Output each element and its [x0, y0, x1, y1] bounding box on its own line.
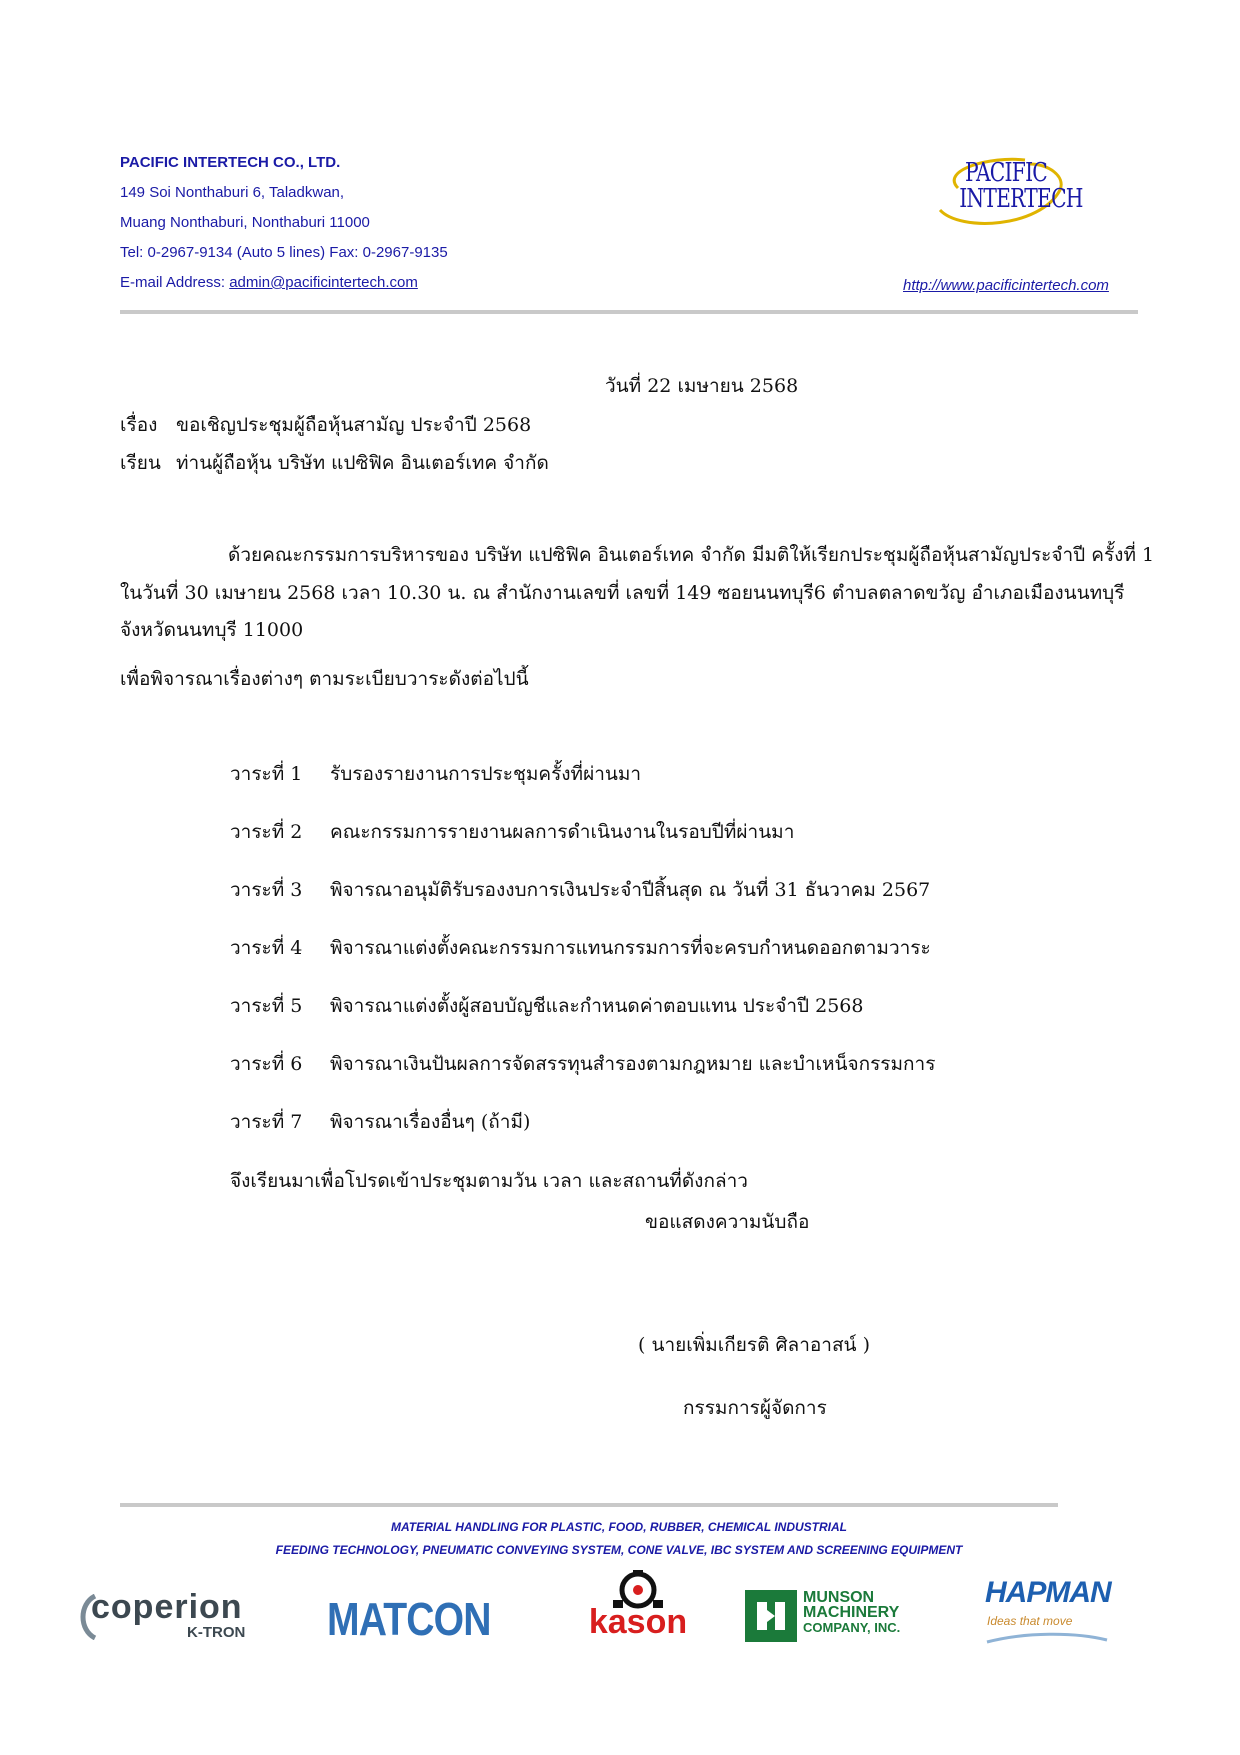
recipient-text: ท่านผู้ถือหุ้น บริษัท แปซิฟิค อินเตอร์เทค จำกัด	[176, 452, 549, 474]
subject-label: เรื่อง	[120, 414, 158, 436]
agenda-item	[230, 1052, 935, 1110]
company-address-line2: Muang Nonthaburi, Nonthaburi 11000	[120, 214, 370, 231]
website-link[interactable]: http://www.pacificintertech.com	[903, 277, 1109, 294]
subject-text: ขอเชิญประชุมผู้ถือหุ้นสามัญ ประจำปี 2568	[176, 414, 532, 436]
recipient-line	[120, 451, 549, 475]
agenda-list	[230, 762, 935, 1168]
regards: ขอแสดงความนับถือ	[645, 1211, 810, 1233]
email-link[interactable]: admin@pacificintertech.com	[229, 274, 418, 291]
agenda-number: วาระที่ 5	[230, 995, 303, 1017]
purpose-line: เพื่อพิจารณาเรื่องต่างๆ ตามระเบียบวาระดังต่อไปนี้	[120, 668, 529, 690]
agenda-text: พิจารณาแต่งตั้งคณะกรรมการแทนกรรมการที่จะครบกำหนดออกตามวาระ	[330, 937, 931, 959]
agenda-text: พิจารณาแต่งตั้งผู้สอบบัญชีและกำหนดค่าตอบแทน ประจำปี 2568	[330, 995, 864, 1017]
munson-text-3: COMPANY, INC.	[803, 1620, 901, 1635]
agenda-number: วาระที่ 3	[230, 879, 303, 901]
agenda-number: วาระที่ 6	[230, 1053, 303, 1075]
munson-text-1: MUNSON	[803, 1589, 875, 1606]
agenda-item	[230, 762, 935, 820]
agenda-number: วาระที่ 4	[230, 937, 303, 959]
subject-line	[120, 413, 531, 437]
agenda-text: พิจารณาเรื่องอื่นๆ (ถ้ามี)	[330, 1111, 531, 1133]
agenda-text: รับรองรายงานการประชุมครั้งที่ผ่านมา	[330, 763, 642, 785]
coperion-ktron-logo	[75, 1588, 275, 1644]
body-line-1: ด้วยคณะกรรมการบริหารของ บริษัท แปซิฟิค อินเตอร์เทค จำกัด มีมติให้เรียกประชุมผู้ถือหุ้นสามัญประจำปี ครั้งที่ 1	[228, 544, 1155, 566]
agenda-item	[230, 936, 935, 994]
agenda-text: พิจารณาเงินปันผลการจัดสรรทุนสำรองตามกฎหมาย และบำเหน็จกรรมการ	[330, 1053, 936, 1075]
hapman-text: HAPMAN	[985, 1576, 1111, 1609]
signatory-name: ( นายเพิ่มเกียรติ ศิลาอาสน์ )	[638, 1334, 870, 1356]
agenda-number: วาระที่ 1	[230, 763, 303, 785]
closing-line: จึงเรียนมาเพื่อโปรดเข้าประชุมตามวัน เวลา และสถานที่ดังกล่าว	[230, 1170, 748, 1192]
footer-line-1: MATERIAL HANDLING FOR PLASTIC, FOOD, RUBBER, CHEMICAL INDUSTRIAL	[391, 1520, 847, 1534]
hapman-swoosh-icon	[987, 1634, 1107, 1642]
company-email-line	[120, 268, 448, 298]
email-label: E-mail Address:	[120, 274, 230, 291]
letter-date: วันที่ 22 เมษายน 2568	[605, 375, 799, 397]
hapman-tagline: Ideas that move	[987, 1614, 1073, 1628]
munson-text-2: MACHINERY	[803, 1604, 900, 1621]
agenda-item	[230, 994, 935, 1052]
recipient-label: เรียน	[120, 452, 161, 474]
kason-logo	[573, 1570, 703, 1642]
coperion-text: coperion	[91, 1588, 243, 1626]
matcon-logo: MATCON	[327, 1593, 491, 1645]
kason-text: kason	[588, 1603, 688, 1641]
agenda-item	[230, 878, 935, 936]
agenda-text: พิจารณาอนุมัติรับรองงบการเงินประจำปีสิ้นสุด ณ วันที่ 31 ธันวาคม 2567	[330, 879, 931, 901]
ktron-text: K-TRON	[187, 1624, 246, 1641]
agenda-text: คณะกรรมการรายงานผลการดำเนินงานในรอบปีที่ผ่านมา	[330, 821, 795, 843]
company-tel-fax: Tel: 0-2967-9134 (Auto 5 lines) Fax: 0-2967-9135	[120, 244, 448, 261]
agenda-number: วาระที่ 7	[230, 1111, 303, 1133]
hapman-logo	[985, 1576, 1115, 1646]
footer-divider	[120, 1503, 1058, 1507]
company-address-line1: 149 Soi Nonthaburi 6, Taladkwan,	[120, 184, 345, 201]
footer-line-2: FEEDING TECHNOLOGY, PNEUMATIC CONVEYING SYSTEM, CONE VALVE, IBC SYSTEM AND SCREENING EQUIPMENT	[275, 1543, 963, 1557]
letterhead	[120, 148, 448, 298]
logo-text-intertech: INTERTECH	[959, 184, 1083, 214]
logo-text-pacific: PACIFIC	[964, 158, 1048, 188]
body-line-3: จังหวัดนนทบุรี 11000	[120, 619, 304, 641]
agenda-item	[230, 820, 935, 878]
header-divider	[120, 310, 1138, 314]
agenda-number: วาระที่ 2	[230, 821, 303, 843]
agenda-item	[230, 1110, 935, 1168]
company-name: PACIFIC INTERTECH CO., LTD.	[120, 154, 341, 171]
munson-logo	[745, 1588, 915, 1644]
pacific-intertech-logo	[930, 150, 1083, 240]
body-line-2: ในวันที่ 30 เมษายน 2568 เวลา 10.30 น. ณ สำนักงานเลขที่ เลขที่ 149 ซอยนนทบุรี6 ตำบลตลาดขวัญ อำเภอเมืองนนทบุรี	[120, 582, 1125, 604]
signatory-position: กรรมการผู้จัดการ	[683, 1397, 827, 1419]
